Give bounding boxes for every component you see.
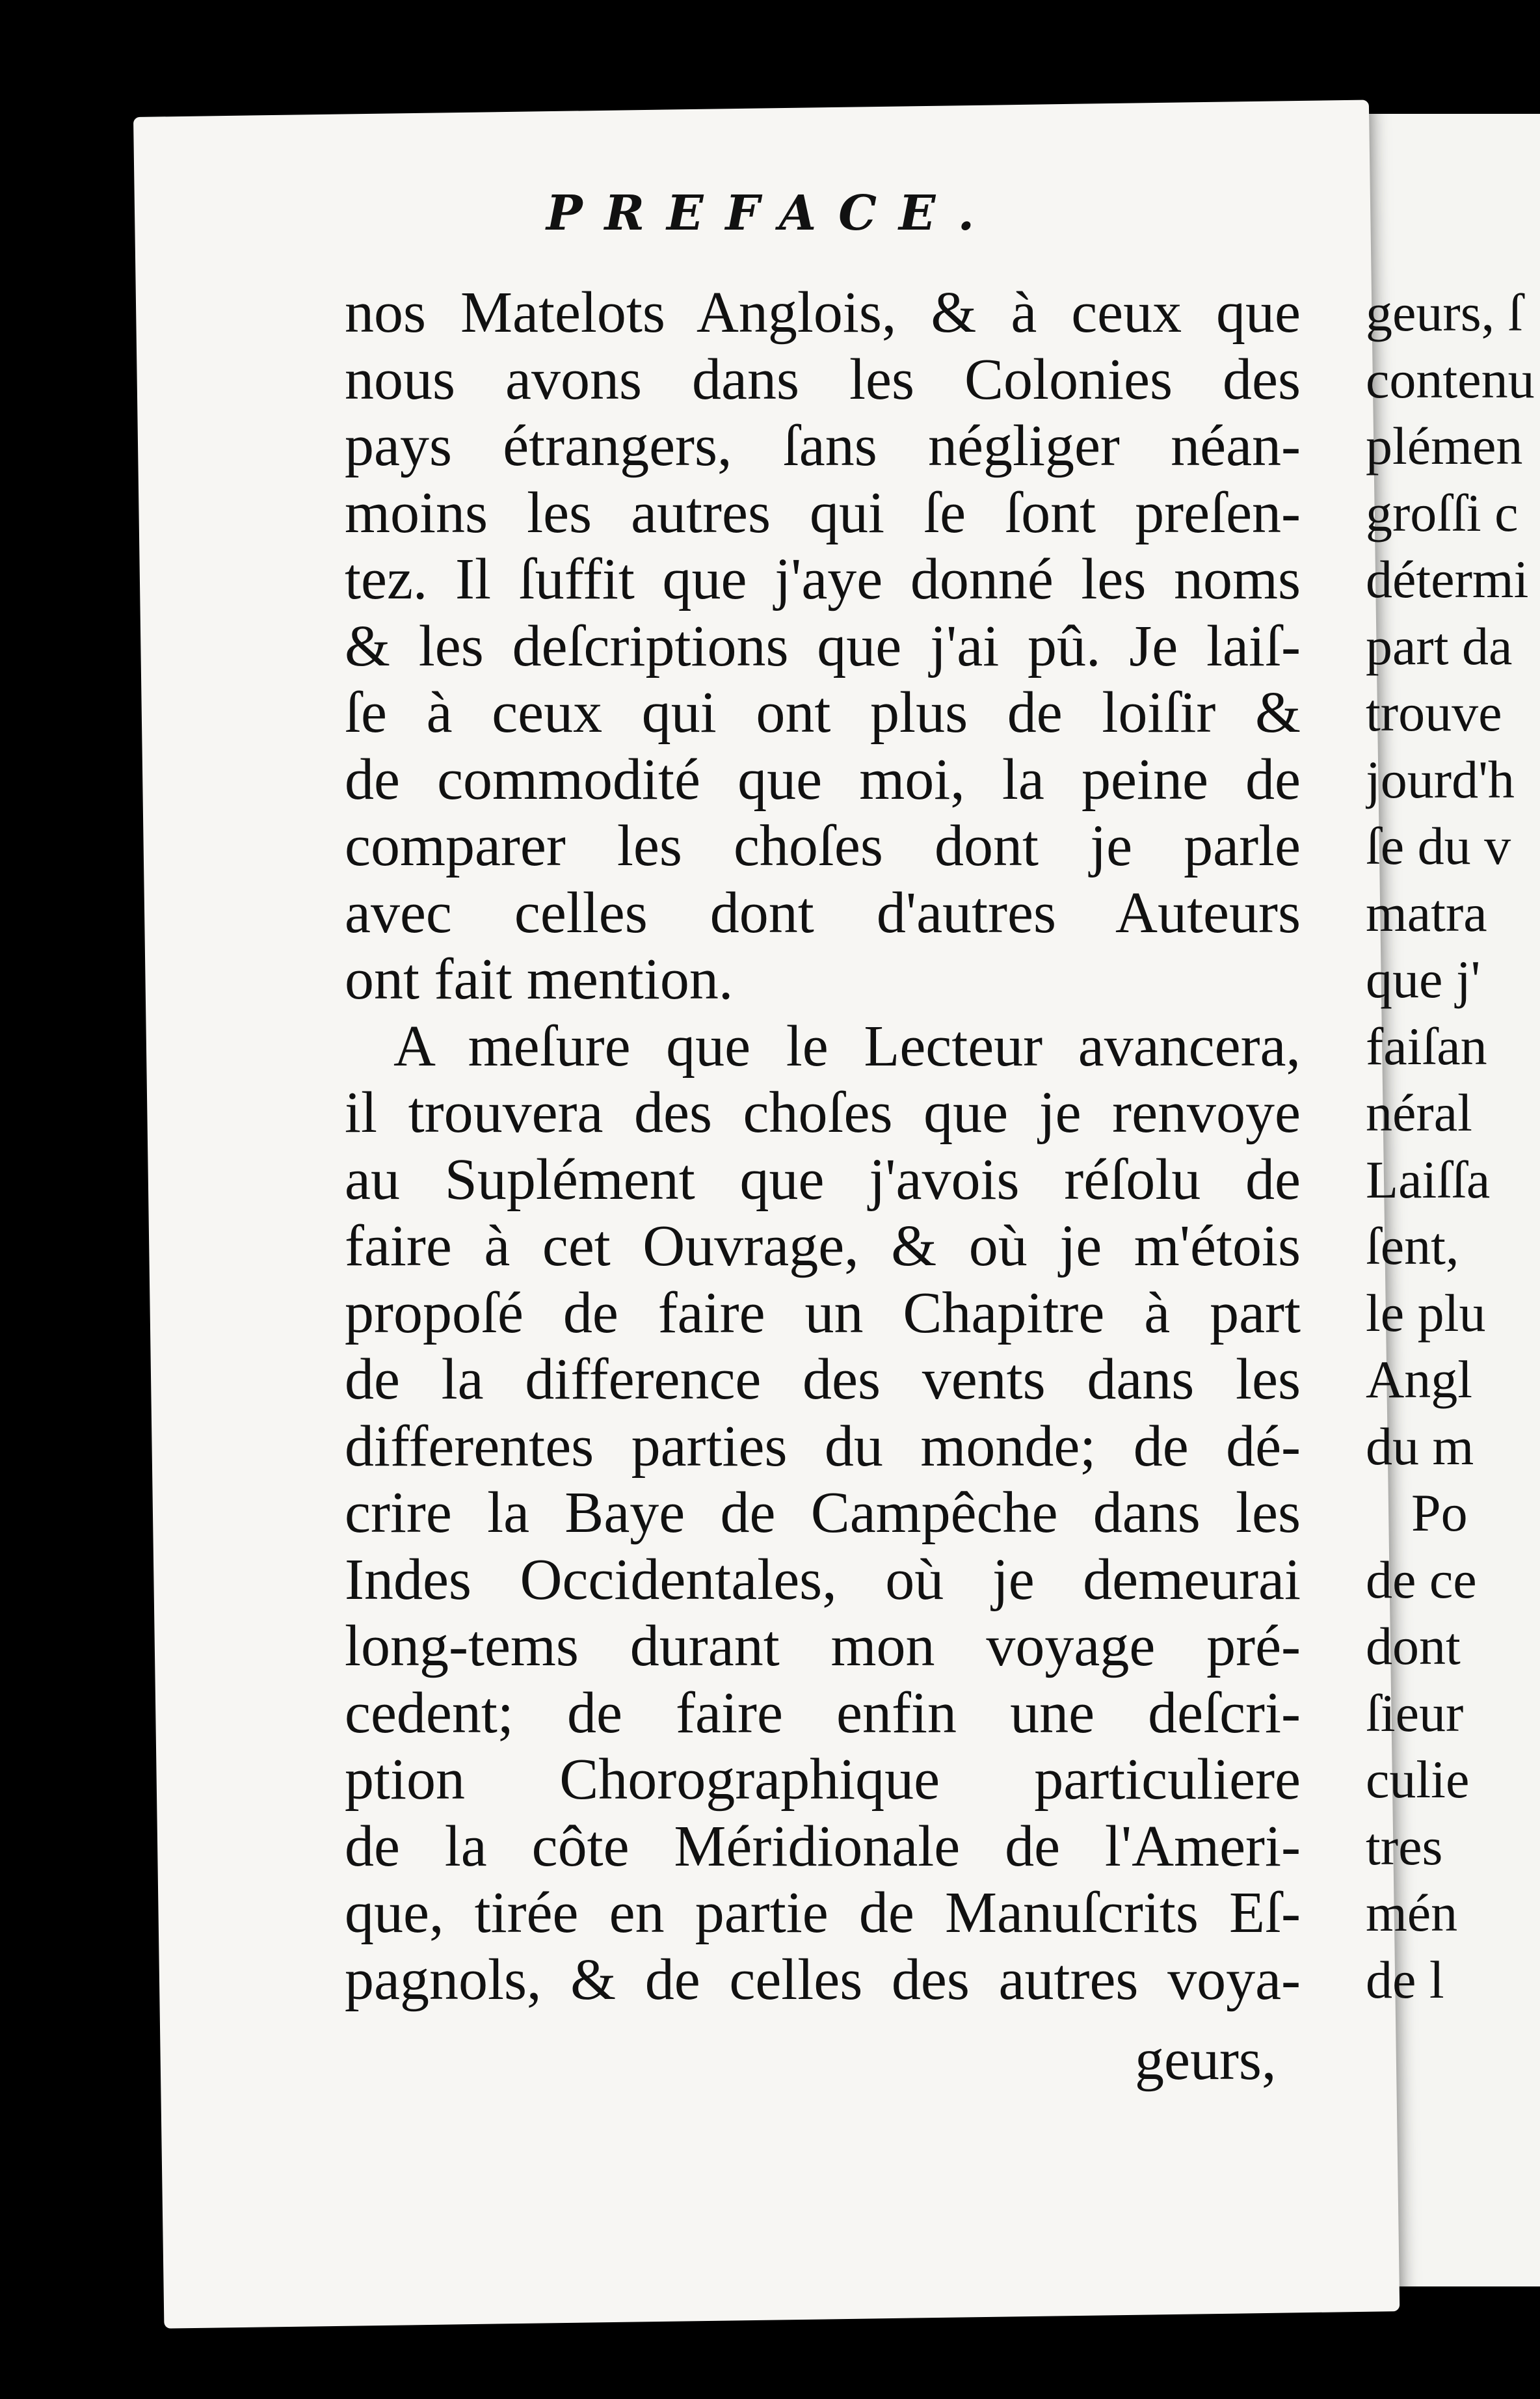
text-line: differentes parties du monde; de dé-: [345, 1414, 1301, 1479]
text-line: il trouvera des choſes que je renvoye: [345, 1080, 1301, 1145]
text-line: ſe à ceux qui ont plus de loiſir &: [345, 680, 1301, 745]
facing-line: Laiſſa: [1366, 1149, 1491, 1209]
facing-line: culie: [1366, 1750, 1470, 1809]
facing-line: ſieur: [1366, 1683, 1464, 1743]
text-line: Indes Occidentales, où je demeurai: [345, 1547, 1301, 1612]
text-line: de la difference des vents dans les: [345, 1347, 1301, 1412]
text-line: avec celles dont d'autres Auteurs: [345, 880, 1301, 945]
text-line: moins les autres qui ſe ſont preſen-: [345, 480, 1301, 545]
text-line: de la côte Méridionale de l'Ameri-: [345, 1814, 1301, 1879]
facing-line: trouve: [1366, 683, 1502, 742]
facing-page-text: [1366, 280, 1540, 2013]
facing-line: du m: [1366, 1416, 1474, 1476]
text-line: ption Chorographique particuliere: [345, 1747, 1301, 1812]
body-text: [345, 280, 1301, 2013]
text-line: propoſé de faire un Chapitre à part: [345, 1280, 1301, 1345]
text-line: pays étrangers, ſans négliger néan-: [345, 414, 1301, 478]
text-line: nos Matelots Anglois, & à ceux que: [345, 280, 1301, 345]
text-line: A meſure que le Lecteur avancera,: [393, 1013, 1301, 1079]
facing-line: mén: [1366, 1883, 1458, 1942]
facing-line: Angl: [1366, 1350, 1472, 1409]
facing-line: contenu: [1366, 349, 1535, 409]
text-line: au Suplément que j'avois réſolu de: [345, 1147, 1301, 1212]
facing-line: geurs, ſ: [1366, 283, 1523, 342]
text-line: faire à cet Ouvrage, & où je m'étois: [345, 1214, 1301, 1278]
facing-line: plémen: [1366, 416, 1523, 476]
text-line: que, tirée en partie de Manuſcrits Eſ-: [345, 1881, 1301, 1945]
catchword: geurs,: [1135, 2028, 1277, 2092]
facing-line: jourd'h: [1366, 749, 1515, 809]
text-line: & les deſcriptions que j'ai pû. Je laiſ-: [345, 613, 1301, 678]
facing-line: détermi: [1366, 550, 1529, 609]
text-line: pagnols, & de celles des autres voya-: [345, 1947, 1301, 2012]
facing-line: ſe du v: [1366, 816, 1511, 876]
text-line: long-tems durant mon voyage pré-: [345, 1614, 1301, 1678]
facing-line: ſent,: [1366, 1216, 1459, 1276]
facing-line: le plu: [1366, 1283, 1486, 1343]
facing-line: tres: [1366, 1816, 1443, 1876]
facing-line: néral: [1366, 1083, 1472, 1142]
facing-line: de l: [1366, 1950, 1444, 2009]
facing-line: que j': [1366, 950, 1481, 1009]
text-line: nous avons dans les Colonies des: [345, 347, 1301, 412]
text-line: tez. Il ſuffit que j'aye donné les noms: [345, 547, 1301, 611]
facing-line: part da: [1366, 616, 1513, 676]
facing-line: groſſi c: [1366, 483, 1519, 543]
facing-line: Po: [1411, 1483, 1468, 1542]
facing-line: dont: [1366, 1616, 1461, 1676]
running-head: PREFACE.: [546, 185, 997, 241]
text-line: de commodité que moi, la peine de: [345, 747, 1301, 812]
text-line: crire la Baye de Campêche dans les: [345, 1481, 1301, 1545]
text-line: cedent; de faire enfin une deſcri-: [345, 1680, 1301, 1745]
text-line: ont fait mention.: [345, 947, 734, 1012]
facing-line: matra: [1366, 883, 1487, 943]
facing-line: de ce: [1366, 1549, 1477, 1609]
facing-line: faiſan: [1366, 1016, 1487, 1076]
text-line: comparer les choſes dont je parle: [345, 814, 1301, 878]
